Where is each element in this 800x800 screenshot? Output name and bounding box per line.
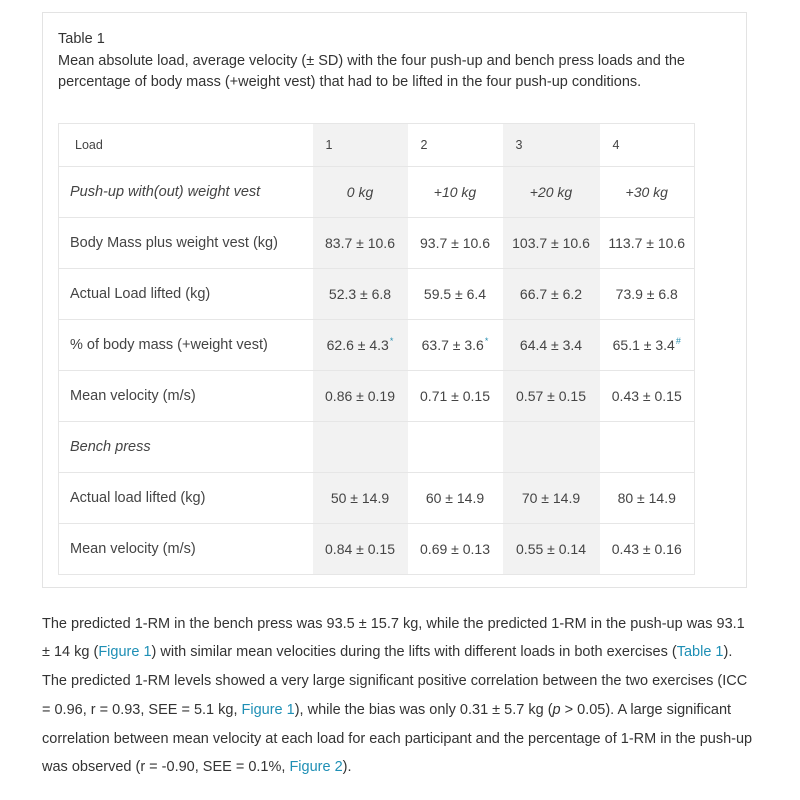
table-cell <box>408 422 503 473</box>
table-row <box>59 473 695 524</box>
table-cell <box>503 320 600 371</box>
table-cell: 70 ± 14.9 <box>503 473 600 524</box>
paragraph-text: ). The predicted 1-RM levels showed a very large significant positive correlation between the two exercises (ICC = 0.96, r = 0.93, SEE = 5.1 kg, <box>42 644 748 718</box>
table-cell <box>408 320 503 371</box>
table-cell: 52.3 ± 6.8 <box>313 269 408 320</box>
figure-1-link[interactable]: Figure 1 <box>98 644 152 661</box>
table-cell: 0.57 ± 0.15 <box>503 371 600 422</box>
paragraph-text: ) with similar mean velocities during the lifts with different loads in both exercises ( <box>151 644 677 661</box>
row-label: Actual Load lifted (kg) <box>59 269 313 320</box>
table-row <box>59 320 695 371</box>
cell-value: 62.6 ± 4.3 <box>326 337 389 353</box>
table-header-row <box>59 124 695 167</box>
table-row <box>59 167 695 218</box>
table-cell: 60 ± 14.9 <box>408 473 503 524</box>
row-label: Body Mass plus weight vest (kg) <box>59 218 313 269</box>
column-header-3: 3 <box>503 124 600 167</box>
table-cell <box>600 320 695 371</box>
table-cell: 103.7 ± 10.6 <box>503 218 600 269</box>
table-1-link[interactable]: Table 1 <box>676 644 724 661</box>
table-row <box>59 422 695 473</box>
table-caption-label: Table 1 <box>58 31 105 47</box>
table-row <box>59 524 695 575</box>
table-cell: 0.86 ± 0.19 <box>313 371 408 422</box>
paragraph-text: ). <box>342 759 352 776</box>
results-table <box>58 123 695 575</box>
table-cell: 113.7 ± 10.6 <box>600 218 695 269</box>
table-caption <box>58 29 738 94</box>
row-label: Actual load lifted (kg) <box>59 473 313 524</box>
table-cell: 73.9 ± 6.8 <box>600 269 695 320</box>
row-label: Mean velocity (m/s) <box>70 541 196 557</box>
table-cell: 0.71 ± 0.15 <box>408 371 503 422</box>
table-cell: 0 kg <box>313 167 408 218</box>
column-header-4: 4 <box>600 124 695 167</box>
paragraph-text: ), while the bias was only 0.31 ± 5.7 kg ( <box>294 701 553 718</box>
row-label: Push-up with(out) weight vest <box>59 167 313 218</box>
table-cell: 0.84 ± 0.15 <box>313 524 408 575</box>
table-cell: 0.43 ± 0.16 <box>611 541 682 557</box>
table-cell: 83.7 ± 10.6 <box>313 218 408 269</box>
table-panel <box>42 12 747 588</box>
p-value-symbol: p <box>552 701 561 718</box>
table-cell: 66.7 ± 6.2 <box>503 269 600 320</box>
cell-value: 63.7 ± 3.6 <box>421 337 484 353</box>
table-cell <box>313 422 408 473</box>
table-cell: +10 kg <box>408 167 503 218</box>
table-cell: 0.55 ± 0.14 <box>503 524 600 575</box>
row-label: % of body mass (+weight vest) <box>59 320 313 371</box>
table-cell: 59.5 ± 6.4 <box>408 269 503 320</box>
column-header-load: Load <box>59 124 313 167</box>
table-row <box>59 371 695 422</box>
table-cell: 0.69 ± 0.13 <box>420 541 490 557</box>
table-cell: +30 kg <box>600 167 695 218</box>
paragraph-text: The predicted 1-RM in the bench press was 93.5 ± 15.7 kg, while the predicted 1-RM in the push-up was 93.1 ± 14 kg ( <box>42 615 745 661</box>
significance-mark: * <box>389 336 394 347</box>
cell-value: 65.1 ± 3.4 <box>612 337 675 353</box>
cell-value: 64.4 ± 3.4 <box>519 337 583 353</box>
table-cell: 80 ± 14.9 <box>600 473 695 524</box>
table-cell: 50 ± 14.9 <box>313 473 408 524</box>
paragraph-text: > 0.05). A large significant correlation between mean velocity at each load for each participant and the percentage of 1-RM in the push-up was observed (r = -0.90, SEE = 0.1%, <box>42 701 753 776</box>
section-label: Bench press <box>59 422 313 473</box>
results-paragraph <box>42 610 754 783</box>
table-cell <box>313 320 408 371</box>
column-header-2: 2 <box>408 124 503 167</box>
table-cell: +20 kg <box>503 167 600 218</box>
significance-mark: * <box>484 336 489 347</box>
table-cell <box>503 422 600 473</box>
table-cell <box>600 422 695 473</box>
table-caption-text: Mean absolute load, average velocity (± SD) with the four push-up and bench press loads and the percentage of body mass (+weight vest) that had to be lifted in the four push-up conditions. <box>58 52 685 90</box>
table-cell: 0.43 ± 0.15 <box>600 371 695 422</box>
table-cell: 93.7 ± 10.6 <box>408 218 503 269</box>
figure-2-link[interactable]: Figure 2 <box>289 759 343 776</box>
table-row <box>59 218 695 269</box>
significance-mark: # <box>675 336 681 347</box>
row-label: Mean velocity (m/s) <box>59 371 313 422</box>
figure-1-link[interactable]: Figure 1 <box>241 701 295 718</box>
table-row <box>59 269 695 320</box>
column-header-1: 1 <box>313 124 408 167</box>
